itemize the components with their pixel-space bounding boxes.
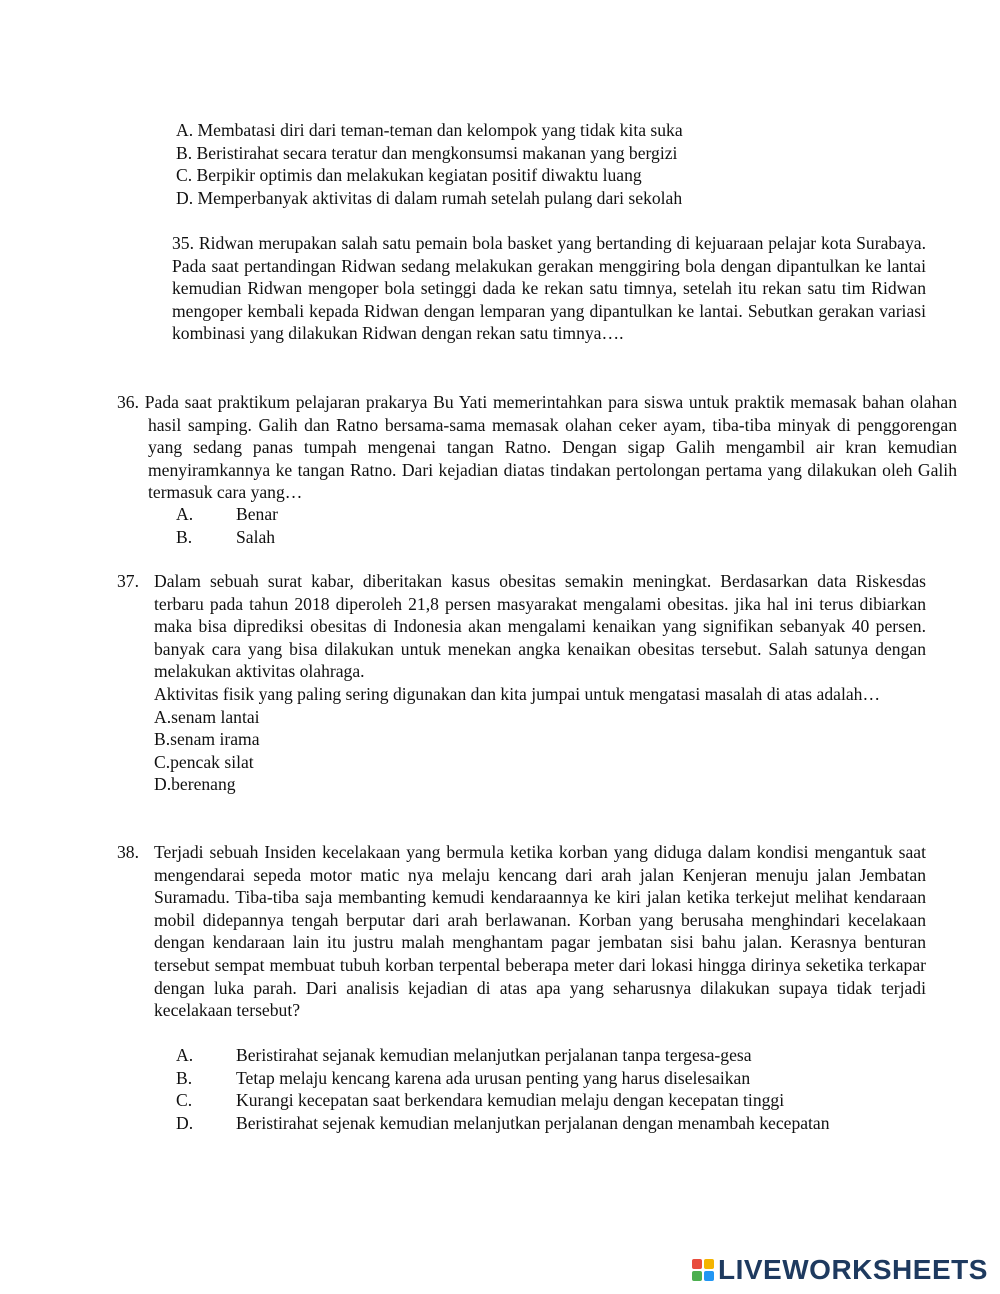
logo-square-4	[704, 1271, 714, 1281]
q38-option-c-text: Kurangi kecepatan saat berkendara kemudian melaju dengan kecepatan tinggi	[236, 1090, 785, 1111]
q38-option-c[interactable]	[176, 1089, 830, 1112]
q38-option-c-letter: C.	[176, 1090, 193, 1111]
liveworksheets-logo[interactable]	[692, 1254, 988, 1286]
q38-option-d-letter: D.	[176, 1112, 194, 1133]
q34-option-b[interactable]: B. Beristirahat secara teratur dan mengkonsumsi makanan yang bergizi	[176, 142, 678, 163]
q35-text: Ridwan merupakan salah satu pemain bola basket yang bertanding di kejuaraan pelajar kota Surabaya. Pada saat pertandingan Ridwan sedang melakukan gerakan menggiring bola dengan dipantulkan ke lantai kemudian Ridwan mengoper bola setinggi dada ke rekan satu timnya, setelah itu rekan satu tim Ridwan mengoper kembali kepada Ridwan dengan lemparan yang dipantulkan ke lantai. Sebutkan gerakan variasi kombinasi yang dilakukan Ridwan dengan rekan satu timnya….	[172, 233, 926, 344]
q36-number: 36.	[117, 392, 139, 412]
q37-number: 37.	[117, 571, 139, 591]
question-35	[172, 232, 926, 345]
q38-text: Terjadi sebuah Insiden kecelakaan yang bermula ketika korban yang diduga dalam kondisi mengantuk saat mengendarai sepeda motor matic nya melaju kencang dari arah jalan Kenjeran menuju jalan Jembatan Suramadu. Tiba-tiba saja membanting kemudi kendaraannya ke kiri jalan ketika terkejut melihat kendaraan mobil didepannya tengah berputar dari arah berlawanan. Korban yang berusaha menghindari kecelakaan dengan kendaraan lain itu justru malah menghantam pagar jembatan sisi bahu jalan. Kerasnya benturan tersebut sempat membuat tubuh korban terpental beberapa meter dari lokasi hingga dirinya seketika terkapar dengan luka parah. Dari analisis kejadian di atas apa yang seharusnya dilakukan supaya tidak terjadi kecelakaan tersebut?	[154, 842, 926, 1021]
q36-option-a[interactable]	[176, 503, 278, 526]
q37-option-b[interactable]: B.senam irama	[154, 729, 260, 750]
q37-option-c[interactable]: C.pencak silat	[154, 751, 254, 772]
logo-square-2	[704, 1259, 714, 1269]
q37-text: Dalam sebuah surat kabar, diberitakan kasus obesitas semakin meningkat. Berdasarkan data Riskesdas terbaru pada tahun 2018 diperoleh 21,8 persen masyarakat mengalami obesitas. jika hal ini terus dibiarkan maka bisa diprediksi obesitas di Indonesia akan mengalami kenaikan yang signifikan sebanyak 40 persen. banyak cara yang bisa dilakukan untuk menekan angka kenaikan obesitas tersebut. Salah satunya dengan melakukan aktivitas olahraga.	[154, 571, 926, 682]
q38-option-a-text: Beristirahat sejanak kemudian melanjutkan perjalanan tanpa tergesa-gesa	[236, 1045, 752, 1065]
q34-option-d[interactable]: D. Memperbanyak aktivitas di dalam rumah setelah pulang dari sekolah	[176, 187, 683, 208]
q38-option-b[interactable]	[176, 1067, 830, 1090]
q36-option-a-text: Benar	[236, 504, 279, 524]
q34-option-a[interactable]: A. Membatasi diri dari teman-teman dan kelompok yang tidak kita suka	[176, 120, 683, 140]
q38-options	[176, 1044, 830, 1134]
question-38	[154, 841, 926, 1022]
q34-options	[176, 119, 683, 209]
q37-option-d[interactable]: D.berenang	[154, 774, 236, 795]
liveworksheets-logo-icon	[692, 1259, 714, 1281]
q38-option-a[interactable]	[176, 1044, 830, 1067]
q36-options	[176, 503, 278, 548]
logo-square-3	[692, 1271, 702, 1281]
q37-text2: Aktivitas fisik yang paling sering digunakan dan kita jumpai untuk mengatasi masalah di atas adalah…	[154, 683, 881, 704]
q34-option-c[interactable]: C. Berpikir optimis dan melakukan kegiatan positif diwaktu luang	[176, 165, 642, 186]
logo-square-1	[692, 1259, 702, 1269]
q38-option-b-letter: B.	[176, 1067, 193, 1088]
q37-option-a[interactable]: A.senam lantai	[154, 706, 260, 727]
q38-option-d-text: Beristirahat sejenak kemudian melanjutkan perjalanan dengan menambah kecepatan	[236, 1112, 830, 1133]
liveworksheets-logo-text: LIVEWORKSHEETS	[718, 1253, 988, 1285]
q38-option-a-letter: A.	[176, 1045, 194, 1065]
q35-number: 35.	[172, 233, 194, 253]
question-37	[154, 570, 926, 796]
q36-option-b[interactable]	[176, 526, 278, 549]
q36-option-b-text: Salah	[236, 526, 276, 547]
question-36	[117, 391, 957, 504]
q36-option-b-letter: B.	[176, 526, 193, 547]
q36-option-a-letter: A.	[176, 504, 194, 524]
q38-number: 38.	[117, 842, 139, 862]
q36-text: Pada saat praktikum pelajaran prakarya Bu Yati memerintahkan para siswa untuk praktik memasak bahan olahan hasil samping. Galih dan Ratno bersama-sama memasak olahan ceker ayam, tiba-tiba minyak di penggorengan yang sedang panas tumpah mengenai tangan Ratno. Dengan sigap Galih mengambil air kran kemudian menyiramkannya ke tangan Ratno. Dari kejadian diatas tindakan pertolongan pertama yang dilakukan oleh Galih termasuk cara yang…	[144, 392, 957, 503]
q38-option-b-text: Tetap melaju kencang karena ada urusan penting yang harus diselesaikan	[236, 1067, 751, 1088]
q38-option-d[interactable]	[176, 1112, 830, 1135]
